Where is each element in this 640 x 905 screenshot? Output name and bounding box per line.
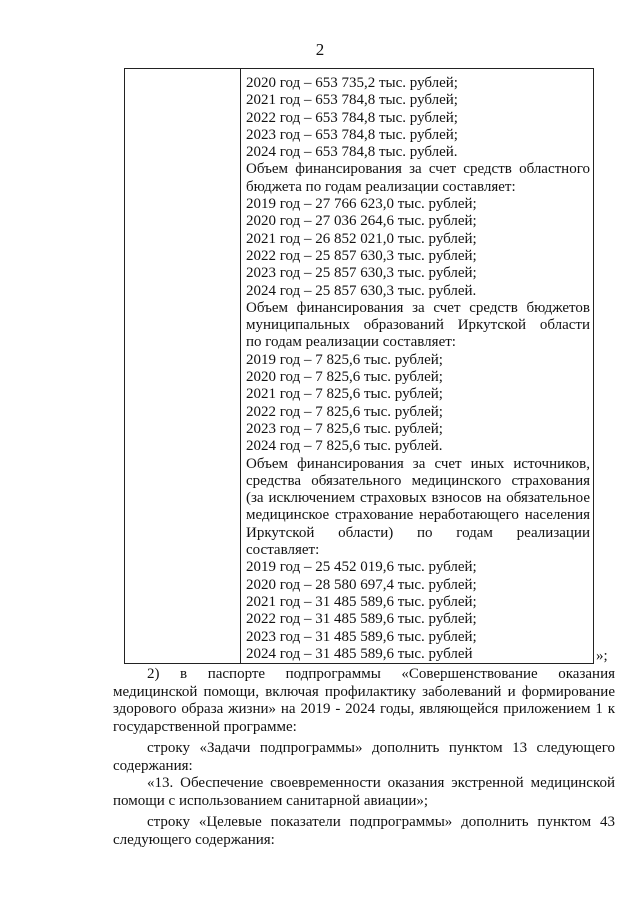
table-line: 2023 год – 25 857 630,3 тыс. рублей; bbox=[246, 265, 477, 282]
table-line: 2022 год – 7 825,6 тыс. рублей; bbox=[246, 403, 443, 420]
table-line: 2024 год – 7 825,6 тыс. рублей. bbox=[246, 438, 443, 455]
table-line: 2020 год – 28 580 697,4 тыс. рублей; bbox=[246, 576, 477, 593]
table-line: 2020 год – 7 825,6 тыс. рублей; bbox=[246, 369, 443, 386]
funding-cell bbox=[246, 75, 590, 663]
table-line: 2024 год – 653 784,8 тыс. рублей. bbox=[246, 144, 458, 161]
table-line: 2019 год – 27 766 623,0 тыс. рублей; bbox=[246, 196, 477, 213]
table-line: Объем финансирования за счет средств бюджетов bbox=[246, 299, 590, 316]
paragraph-item-2: 2) в паспорте подпрограммы «Совершенствование оказания медицинской помощи, включая профилактику заболеваний и формирование здорового образа жизни» на 2019 - 2024 годы, являющейся приложением 1 к государственной программе: bbox=[113, 666, 615, 735]
table-line: медицинское страхование неработающего населения bbox=[246, 507, 590, 524]
table-line: 2023 год – 31 485 589,6 тыс. рублей; bbox=[246, 628, 477, 645]
table-line: 2020 год – 27 036 264,6 тыс. рублей; bbox=[246, 213, 477, 230]
table-line: 2023 год – 7 825,6 тыс. рублей; bbox=[246, 420, 443, 437]
table-line: 2021 год – 26 852 021,0 тыс. рублей; bbox=[246, 230, 477, 247]
table-line: 2021 год – 31 485 589,6 тыс. рублей; bbox=[246, 593, 477, 610]
table-line: 2022 год – 31 485 589,6 тыс. рублей; bbox=[246, 611, 477, 628]
paragraph-tasks: строку «Задачи подпрограммы» дополнить пунктом 13 следующего содержания: bbox=[113, 740, 615, 774]
table-line: Объем финансирования за счет средств областного bbox=[246, 161, 590, 178]
table-column-divider bbox=[240, 69, 241, 663]
table-line: Иркутской области) по годам реализации bbox=[246, 524, 590, 541]
body-text bbox=[113, 666, 615, 853]
table-line: 2022 год – 25 857 630,3 тыс. рублей; bbox=[246, 247, 477, 264]
table-line: 2019 год – 25 452 019,6 тыс. рублей; bbox=[246, 559, 477, 576]
table-line: составляет: bbox=[246, 542, 320, 559]
table-line: Объем финансирования за счет иных источников, bbox=[246, 455, 590, 472]
passport-table bbox=[124, 68, 594, 664]
table-line: средства обязательного медицинского страхования bbox=[246, 472, 590, 489]
table-line: 2021 год – 7 825,6 тыс. рублей; bbox=[246, 386, 443, 403]
paragraph-target-indicators: строку «Целевые показатели подпрограммы» дополнить пунктом 43 следующего содержания: bbox=[113, 814, 615, 848]
table-line: 2019 год – 7 825,6 тыс. рублей; bbox=[246, 351, 443, 368]
table-line: по годам реализации составляет: bbox=[246, 334, 456, 351]
table-line: 2020 год – 653 735,2 тыс. рублей; bbox=[246, 75, 458, 91]
table-line: муниципальных образований Иркутской области bbox=[246, 317, 590, 334]
table-line: 2022 год – 653 784,8 тыс. рублей; bbox=[246, 109, 458, 126]
table-line: 2021 год – 653 784,8 тыс. рублей; bbox=[246, 92, 458, 109]
table-line: 2024 год – 25 857 630,3 тыс. рублей. bbox=[246, 282, 477, 299]
table-line: 2024 год – 31 485 589,6 тыс. рублей bbox=[246, 645, 473, 662]
table-line: бюджета по годам реализации составляет: bbox=[246, 178, 516, 195]
table-line: 2023 год – 653 784,8 тыс. рублей; bbox=[246, 126, 458, 143]
paragraph-item-13: «13. Обеспечение своевременности оказания экстренной медицинской помощи с использованием санитарной авиации»; bbox=[113, 775, 615, 809]
table-line: (за исключением страховых взносов на обязательное bbox=[246, 490, 590, 507]
closing-quote: »; bbox=[596, 648, 608, 664]
page-number: 2 bbox=[315, 40, 325, 59]
